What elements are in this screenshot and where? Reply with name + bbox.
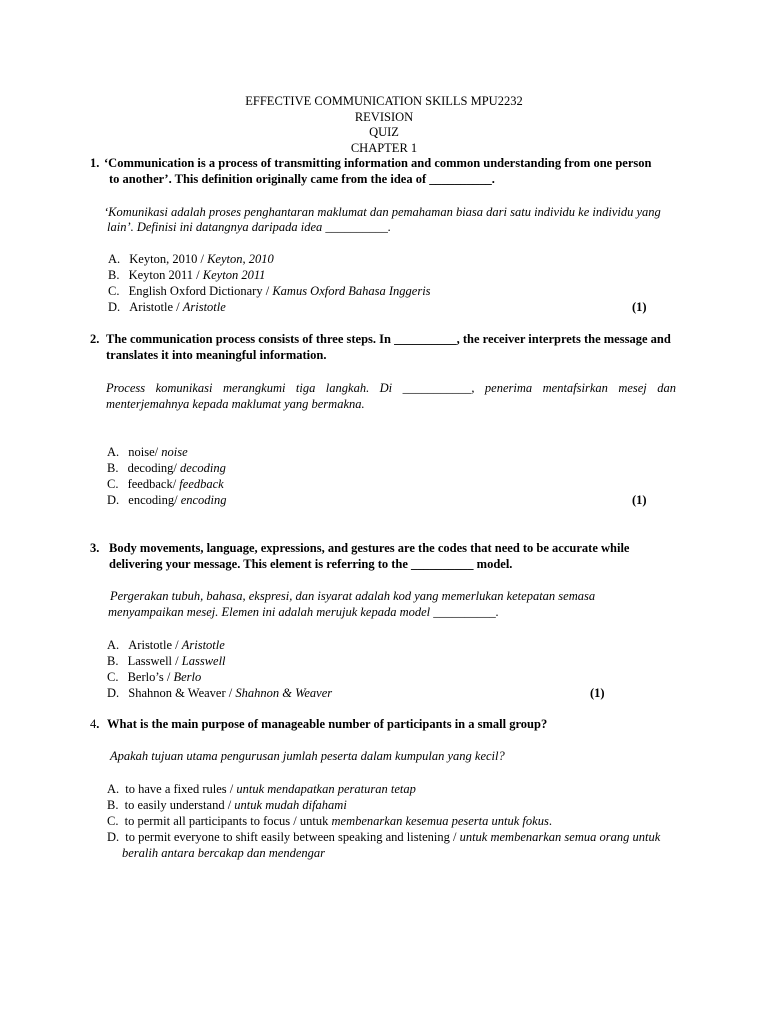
question-translation: menterjemahnya kepada maklumat yang bermakna. [106, 397, 365, 411]
question-text: to another’. This definition originally came from the idea of __________. [109, 172, 495, 186]
document-subtitle-quiz: QUIZ [369, 125, 399, 139]
option-letter: A. [107, 638, 120, 652]
option-a [107, 781, 416, 797]
marks-label: (1) [632, 300, 647, 314]
option-letter: B. [108, 268, 120, 282]
option-letter: A. [108, 252, 121, 266]
option-letter: C. [107, 477, 119, 491]
option-text: feedback/ [127, 477, 180, 491]
option-a [107, 637, 225, 653]
option-text: Berlo’s / [127, 670, 174, 684]
option-b [107, 460, 226, 476]
option-letter: D. [108, 300, 121, 314]
question-number: 3. [90, 541, 100, 555]
marks-label: (1) [590, 686, 605, 700]
option-translation: encoding [180, 493, 227, 507]
option-letter: D. [107, 686, 120, 700]
option-text: to permit everyone to shift easily between speaking and listening / [125, 830, 460, 844]
question-translation: Process komunikasi merangkumi tiga langkah. Di ___________, penerima mentafsirkan mesej dan [106, 381, 676, 395]
document-chapter: CHAPTER 1 [350, 141, 418, 155]
option-b [108, 267, 265, 283]
option-text: Shahnon & Weaver / [128, 686, 236, 700]
option-translation: Aristotle [181, 638, 225, 652]
question-text: What is the main purpose of manageable number of participants in a small group? [107, 717, 548, 731]
option-text: to permit all participants to focus / untuk [124, 814, 332, 828]
option-text: to easily understand / [124, 798, 235, 812]
option-translation: feedback [179, 477, 224, 491]
option-c [107, 813, 552, 829]
option-c [107, 476, 224, 492]
question-text: translates it into meaningful information. [106, 348, 327, 362]
option-translation: Berlo [173, 670, 202, 684]
question-translation: ‘Komunikasi adalah proses penghantaran maklumat dan pemahaman biasa dari satu individu ke individu yang [104, 205, 661, 219]
option-letter: C. [107, 670, 119, 684]
question-number: 2. [90, 332, 100, 346]
option-text: Keyton, 2010 / [129, 252, 208, 266]
option-translation: Aristotle [182, 300, 226, 314]
option-letter: D. [107, 830, 120, 844]
option-letter: D. [107, 493, 120, 507]
option-letter: A. [107, 445, 120, 459]
question-number: 4. [90, 717, 100, 731]
option-letter: B. [107, 798, 119, 812]
option-a [108, 251, 274, 267]
option-translation: decoding [180, 461, 226, 475]
option-letter: B. [107, 654, 119, 668]
option-letter: C. [108, 284, 120, 298]
option-text: encoding/ [128, 493, 181, 507]
option-translation: noise [161, 445, 188, 459]
question-text: Body movements, language, expressions, and gestures are the codes that need to be accurate while [109, 541, 630, 555]
question-translation: lain’. Definisi ini datangnya daripada idea __________. [107, 220, 392, 234]
option-b [107, 797, 347, 813]
option-b [107, 653, 226, 669]
option-letter: A. [107, 782, 120, 796]
option-text: noise/ [128, 445, 162, 459]
option-translation: untuk membenarkan semua orang untuk [459, 830, 661, 844]
option-translation-continued: beralih antara bercakap dan mendengar [122, 846, 325, 860]
marks-label: (1) [632, 493, 647, 507]
question-number: 1. [90, 156, 100, 170]
option-text: Keyton 2011 / [128, 268, 203, 282]
option-a [107, 444, 188, 460]
document-title: EFFECTIVE COMMUNICATION SKILLS MPU2232 [245, 94, 523, 108]
option-tail: . [548, 814, 552, 828]
option-d [108, 299, 226, 315]
option-translation: Shahnon & Weaver [235, 686, 333, 700]
option-text: Lasswell / [127, 654, 182, 668]
option-text: decoding/ [127, 461, 181, 475]
option-translation: Kamus Oxford Bahasa Inggeris [272, 284, 431, 298]
option-translation: Keyton, 2010 [207, 252, 274, 266]
option-d [107, 685, 332, 701]
question-text: delivering your message. This element is referring to the __________ model. [109, 557, 513, 571]
option-text: Aristotle / [128, 638, 182, 652]
question-text: ‘Communication is a process of transmitting information and common understanding from one person [104, 156, 652, 170]
question-translation: Apakah tujuan utama pengurusan jumlah peserta dalam kumpulan yang kecil? [110, 749, 505, 763]
option-translation: untuk mendapatkan peraturan tetap [236, 782, 416, 796]
question-translation: Pergerakan tubuh, bahasa, ekspresi, dan isyarat adalah kod yang memerlukan ketepatan semasa [110, 589, 596, 603]
option-c [107, 669, 201, 685]
option-letter: C. [107, 814, 119, 828]
option-d [107, 492, 227, 508]
option-translation: Lasswell [181, 654, 226, 668]
option-letter: B. [107, 461, 119, 475]
document-subtitle-revision: REVISION [354, 110, 414, 124]
option-text: English Oxford Dictionary / [128, 284, 273, 298]
question-text: The communication process consists of three steps. In __________, the receiver interprets the message and [106, 332, 671, 346]
option-text: to have a fixed rules / [125, 782, 237, 796]
option-d [107, 829, 660, 845]
option-c [108, 283, 431, 299]
option-translation: Keyton 2011 [202, 268, 266, 282]
question-translation: menyampaikan mesej. Elemen ini adalah merujuk kepada model __________. [108, 605, 499, 619]
option-text: Aristotle / [129, 300, 183, 314]
option-translation: membenarkan kesemua peserta untuk fokus [331, 814, 549, 828]
option-translation: untuk mudah difahami [234, 798, 347, 812]
